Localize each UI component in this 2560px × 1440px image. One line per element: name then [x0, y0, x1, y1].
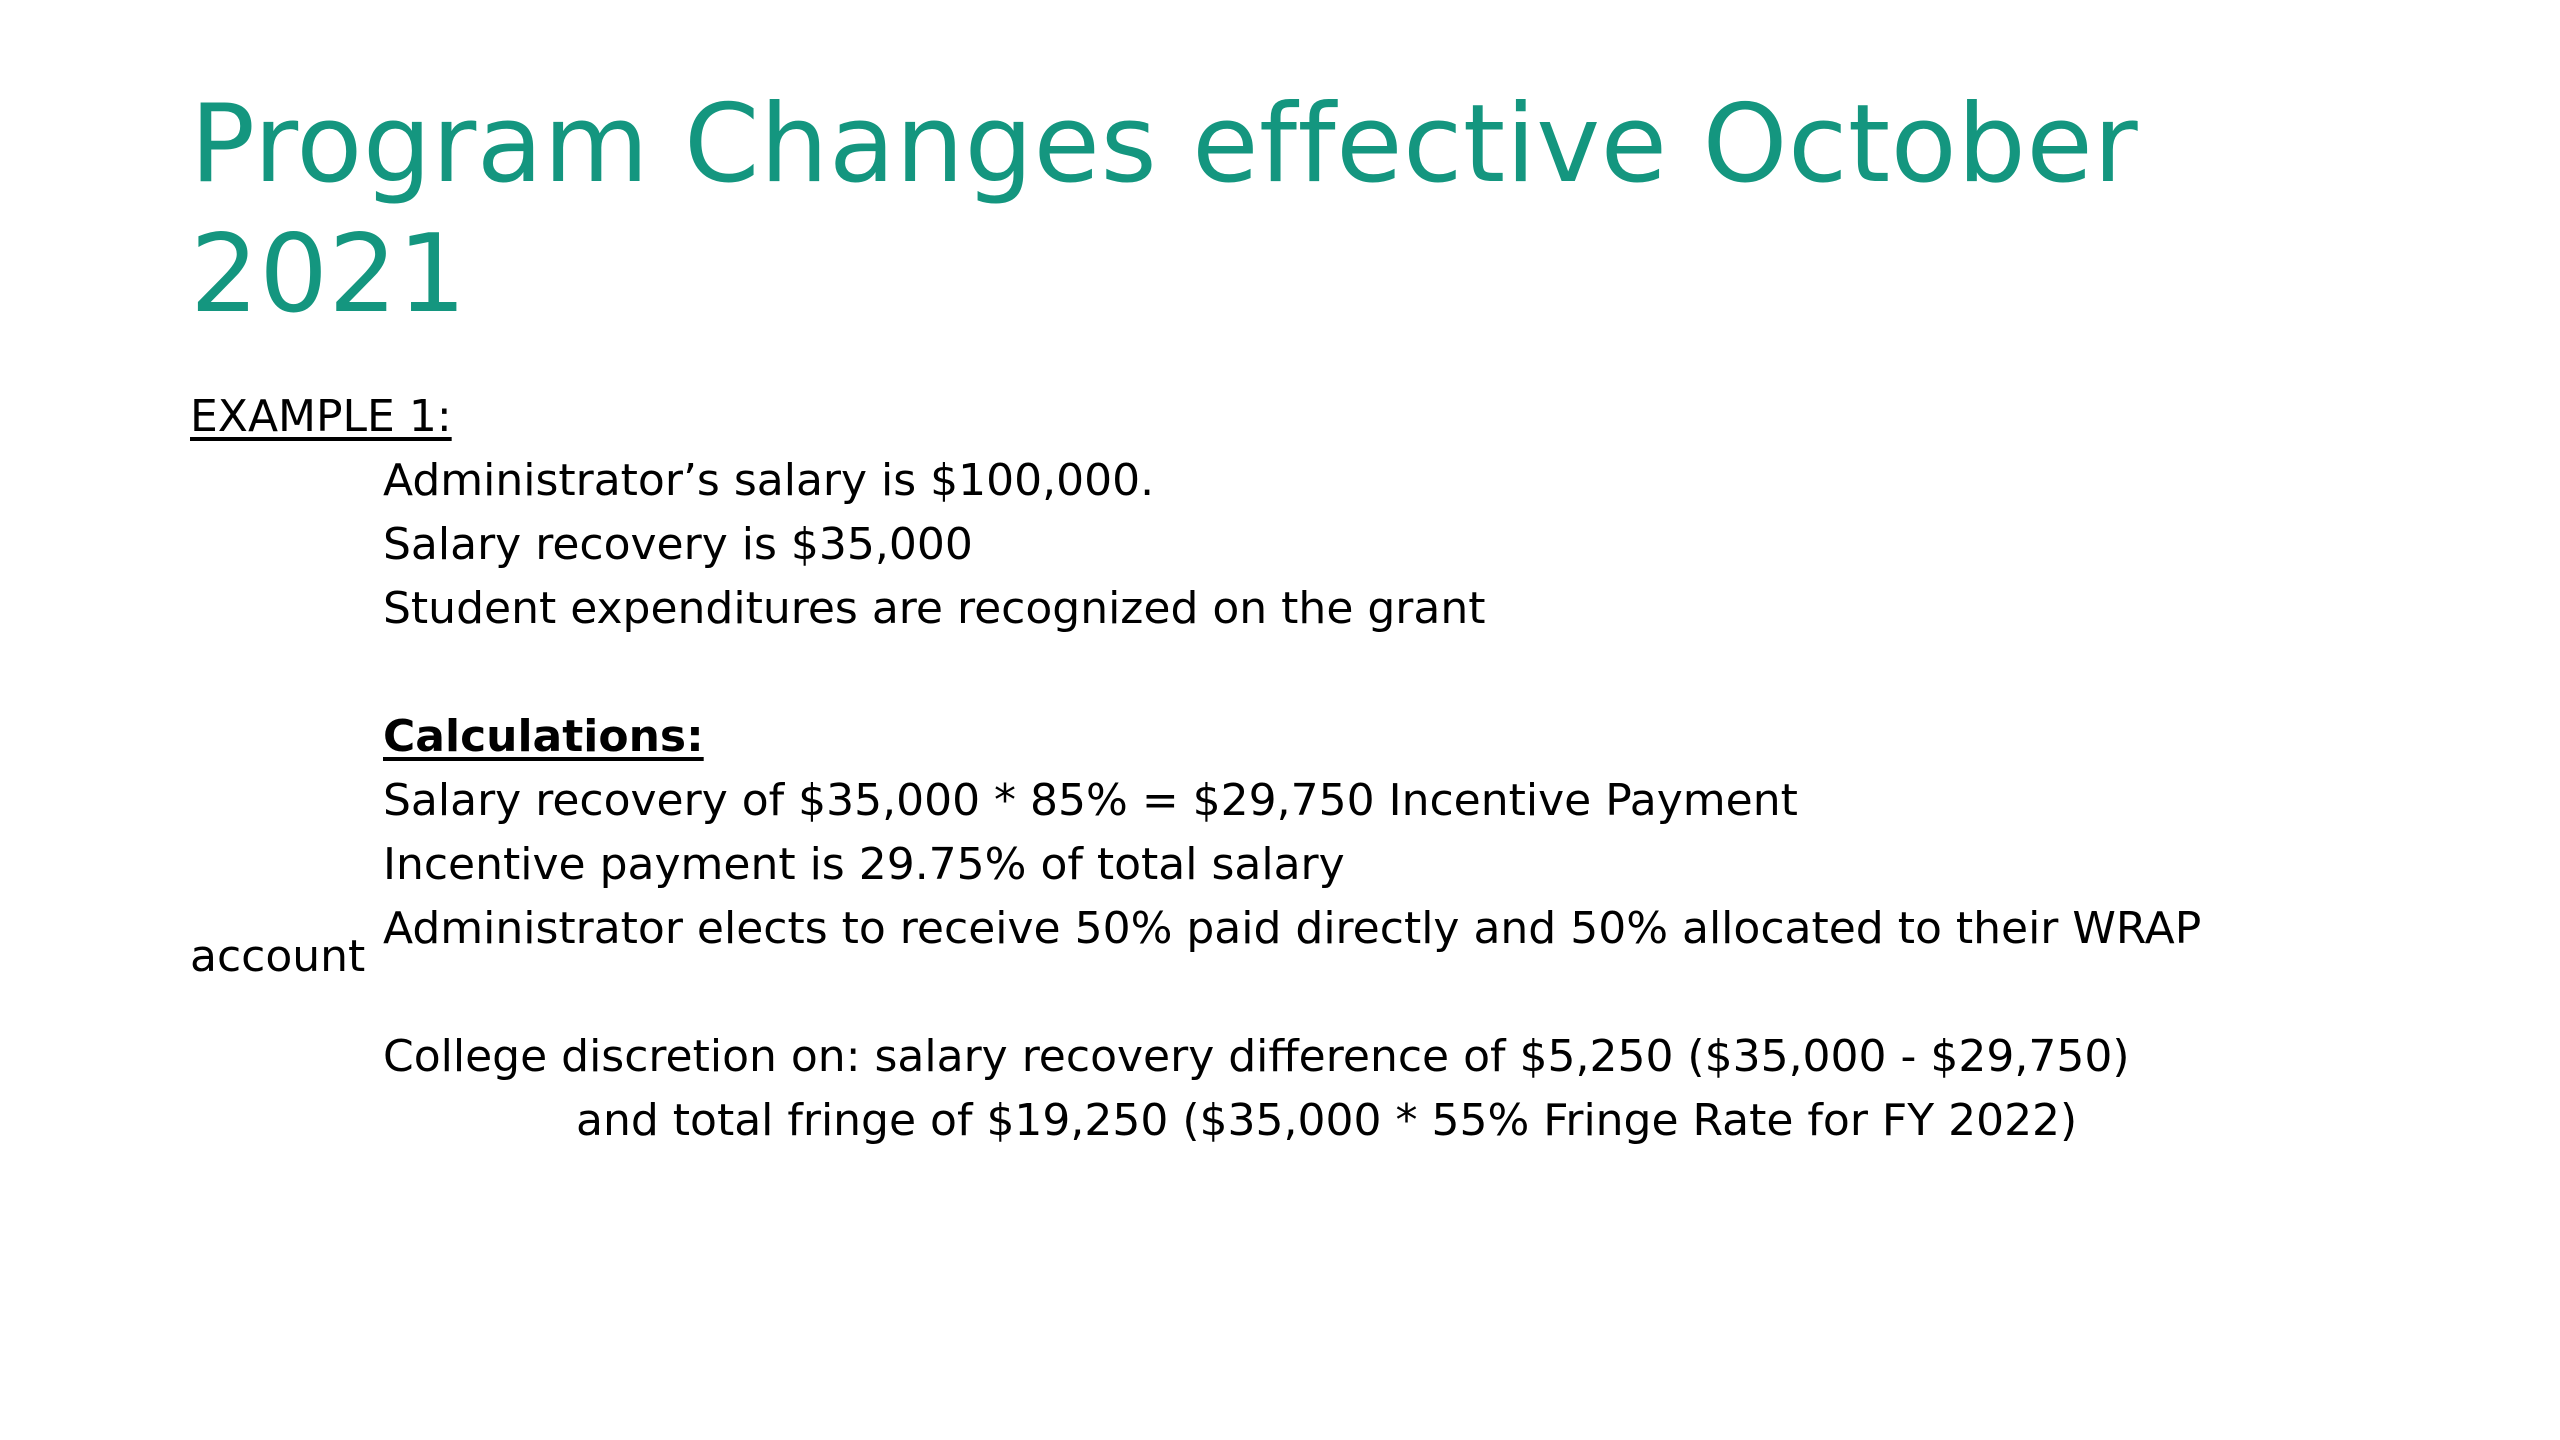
fact-line: Administrator’s salary is $100,000. [383, 455, 1155, 506]
discretion-line-continued: and total fringe of $19,250 ($35,000 * 55% Fringe Rate for FY 2022) [576, 1095, 2078, 1146]
calculation-line: Administrator elects to receive 50% paid directly and 50% allocated to their WRAP [383, 903, 2202, 954]
slide-title: Program Changes effective October 2021 [190, 82, 2139, 337]
calculations-heading: Calculations: [383, 711, 704, 762]
fact-line: Salary recovery is $35,000 [383, 519, 973, 570]
fact-line: Student expenditures are recognized on the grant [383, 583, 1486, 634]
spacer [190, 641, 2440, 705]
discretion-line: College discretion on: salary recovery difference of $5,250 ($35,000 - $29,750) [383, 1031, 2130, 1082]
slide-body [190, 385, 2440, 1153]
calculation-line: Salary recovery of $35,000 * 85% = $29,750 Incentive Payment [383, 775, 1798, 826]
calculation-line: Incentive payment is 29.75% of total salary [383, 839, 1345, 890]
example-heading: EXAMPLE 1: [190, 391, 452, 442]
calculation-line-wrap: account [190, 931, 366, 982]
